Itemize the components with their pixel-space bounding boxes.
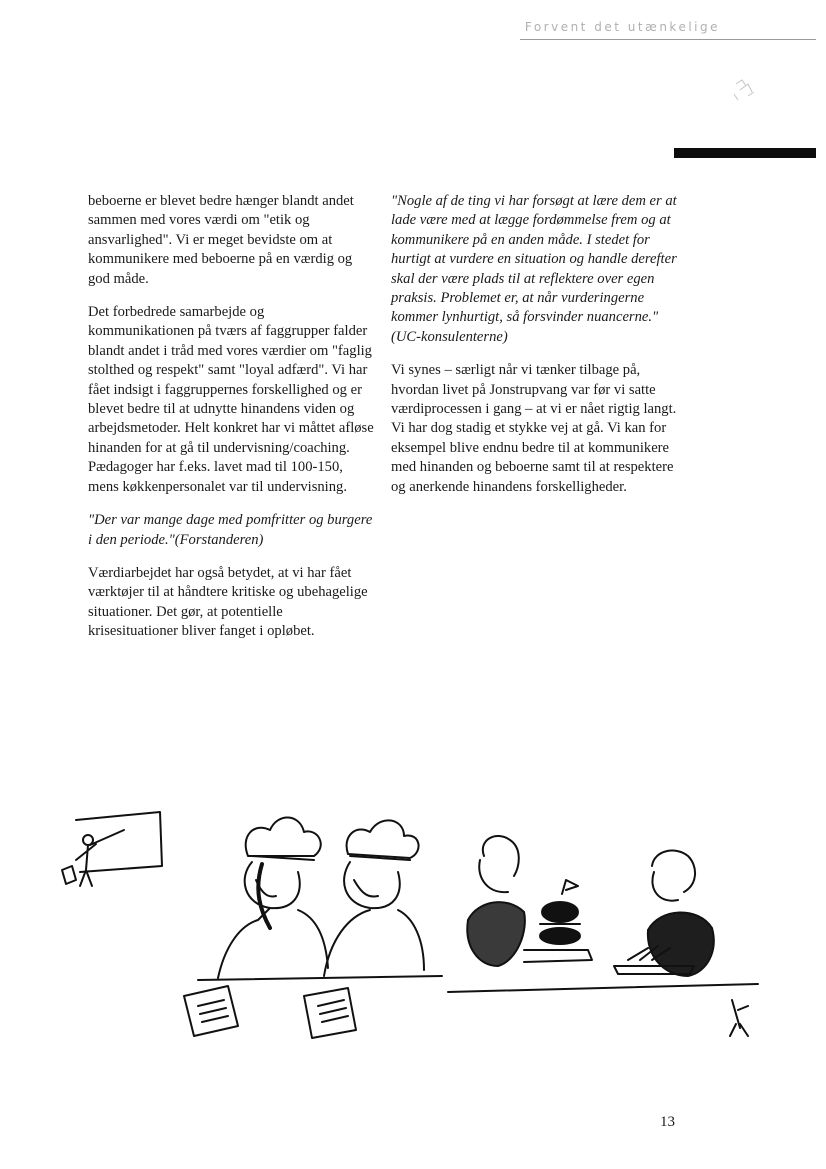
paragraph: beboerne er blevet bedre hænger blandt andet sammen med vores værdi om "etik og ansvarlighed". Vi er meget bevidste om at kommunikere med beboerne på en værdig og god måde. [88,193,354,287]
paragraph: Vi synes – særligt når vi tænker tilbage på, hvordan livet på Jonstrupvang var før vi satte værdiprocessen i gang – at vi er nået rigtig langt. Vi har dog stadig et stykke vej at gå. Vi kan for eksempel blive endnu bedre til at kommunikere med hinanden og beboerne samt til at respektere og anerkende hinandens forskelligheder. [391,362,677,495]
running-head [520,18,816,40]
running-head-rule [520,39,816,40]
paragraph: Det forbedrede samarbejde og kommunikationen på tværs af faggrupper falder blandt andet i tråd med vores værdier om "faglig stolthed og respekt" samt "loyal adfærd". Vi har fået indsigt i faggruppernes forskellighed og er blevet bedre til at udnytte hinandens viden og arbejdsmetoder. Helt konkret har vi måttet afløse hinanden for at gå til undervisning/coaching. Pædagoger har f.eks. lavet mad til 100-150, mens køkkenpersonalet var til undervisning. [88,304,374,495]
right-column [391,192,677,511]
quote-paragraph: "Der var mange dage med pomfritter og burgere i den periode."(Forstanderen) [88,512,373,548]
corner-bar [674,148,816,158]
paragraph: Værdiarbejdet har også betydet, at vi har fået værktøjer til at håndtere kritiske og ubehagelige situationer. Det gør, at potentielle krisesituationer bliver fanget i opløbet. [88,564,368,640]
cartoon-chefs-illustration-icon [48,800,768,1050]
page-number: 13 [660,1114,675,1130]
corner-sketch-icon [730,76,770,106]
left-column [88,192,374,656]
running-head-title: Forvent det utænkelige [524,20,720,34]
quote-paragraph: "Nogle af de ting vi har forsøgt at lære dem er at lade være med at lægge fordømmelse frem og at kommunikere på en anden måde. I stedet for hurtigt at vurdere en situation og handle derefter skal der være plads til at reflektere over egen praksis. Problemet er, at når vurderingerne kommer lynhurtigt, så forsvinder nuancerne." (UC-konsulenterne) [391,193,677,345]
